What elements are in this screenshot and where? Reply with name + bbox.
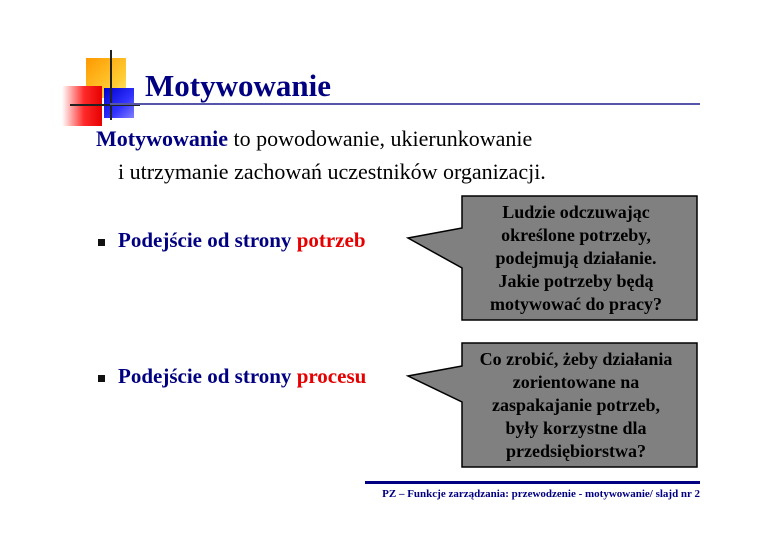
callout-process-text — [460, 348, 692, 463]
approach-prefix: Podejście od strony — [118, 364, 297, 388]
intro-line-2: i utrzymanie zachowań uczestników organizacji. — [118, 159, 546, 184]
callout-line: Jakie potrzeby będą — [498, 271, 654, 291]
slide-footer: PZ – Funkcje zarządzania: przewodzenie - motywowanie/ slajd nr 2 — [382, 488, 700, 500]
approach-prefix: Podejście od strony — [118, 228, 297, 252]
callout-line: motywować do pracy? — [490, 294, 662, 314]
footer-divider — [365, 481, 700, 484]
callout-line: zaspakajanie potrzeb, — [492, 395, 660, 415]
approach-highlight: procesu — [296, 364, 367, 388]
intro-term: Motywowanie — [96, 126, 228, 151]
callout-line: były korzystne dla — [505, 418, 647, 438]
callout-needs-text — [460, 201, 692, 316]
callout-line: określone potrzeby, — [501, 225, 651, 245]
callout-line: Ludzie odczuwając — [502, 202, 650, 222]
callout-line: Co zrobić, żeby działania — [479, 349, 673, 369]
callout-line: podejmują działanie. — [495, 248, 657, 268]
approach-highlight: potrzeb — [296, 228, 366, 252]
callout-line: przedsiębiorstwa? — [506, 441, 646, 461]
intro-line-1-rest: to powodowanie, ukierunkowanie — [227, 126, 533, 151]
callout-line: zorientowane na — [512, 372, 640, 392]
slide-title: Motywowanie — [145, 68, 331, 103]
